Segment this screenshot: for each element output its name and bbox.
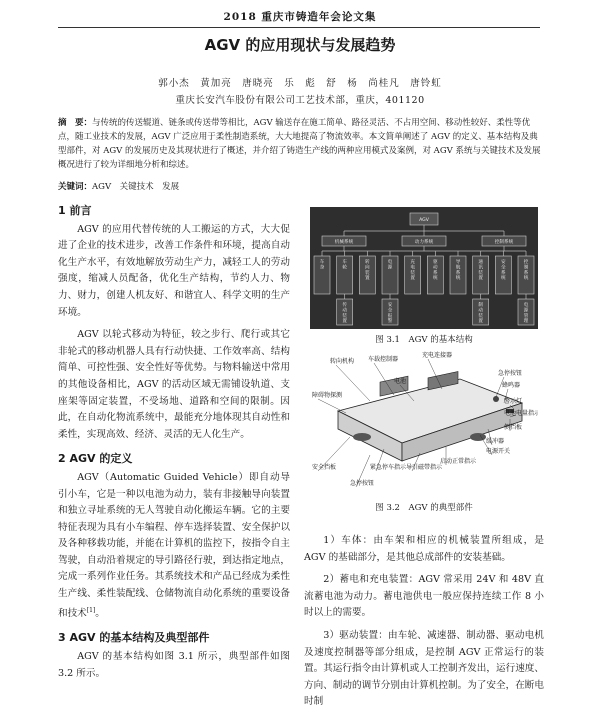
fig1-level3-2: 制动装置 xyxy=(478,303,483,325)
right-para-3: 3）驱动装置：由车轮、减速器、制动器、驱动电机及速度控制器等部分组成，是控制 AGV 正常运行的装置。其运行指令由计算机或人工控制齐发出，运行速度、方向、制动的调节分别由计算机控制。为了安全，在断电时制 xyxy=(304,629,544,708)
fig2-label-2: 充电连接器 xyxy=(422,352,453,359)
fig1-level1-2: 控制系统 xyxy=(494,239,514,245)
keywords-label: 关键词： xyxy=(58,182,93,192)
fig1-level2-8: 安全系统 xyxy=(501,260,506,282)
fig2-label-16: 急停按钮 xyxy=(350,480,375,487)
keywords-text: AGV 关键技术 发展 xyxy=(92,182,180,192)
agv-parts-drawing xyxy=(310,351,538,497)
fig1-level2-9: 控制系统 xyxy=(523,260,529,282)
left-column xyxy=(58,203,290,688)
fig2-label-3: 急停按钮 xyxy=(498,370,523,377)
fig1-root: AGV xyxy=(419,218,429,223)
fig2-label-13: 紧急停车指示 xyxy=(370,464,407,471)
fig2-label-5: 电池 xyxy=(394,378,407,385)
fig2-label-8: 电池电量指示 xyxy=(504,410,538,417)
section-1-para-1: AGV 的应用代替传统的人工搬运的方式，大大促进了企业的技术进步，改善工作条件和环境，提高自动化生产水平，有效地解放劳动生产力，减轻工人的劳动强度，缩减人员配备，优化生产结构，节约人力、物力、财力，创建人机友好、和谐宜人、科学文明的生产环境。 xyxy=(58,223,290,318)
fig1-level2-7: 通讯装置 xyxy=(478,260,483,282)
section-3-heading: 3 AGV 的基本结构及典型部件 xyxy=(58,631,210,645)
authors: 郭小杰 黄加亮 唐晓亮 乐 彪 舒 杨 尚桂凡 唐铃虹 xyxy=(158,78,442,89)
fig2-label-15: 启动正常指示 xyxy=(440,458,477,465)
right-column xyxy=(304,533,544,717)
fig2-label-9: 侧挡板 xyxy=(504,424,523,431)
figure-3-1-caption: 图 3.1 AGV 的基本结构 xyxy=(375,335,473,345)
abstract-label: 摘 要： xyxy=(58,118,93,128)
right-para-1: 1）车体：由车架和相应的机械装置所组成，是 AGV 的基础部分，是其他总成部件的安装基础。 xyxy=(304,535,544,563)
fig1-level2-1: 车轮 xyxy=(342,260,347,271)
abstract xyxy=(58,116,544,172)
running-header: 2018 重庆市铸造年会论文集 xyxy=(223,11,377,23)
figure-3-2-caption: 图 3.2 AGV 的典型部件 xyxy=(375,503,473,513)
fig2-label-0: 转向机构 xyxy=(330,358,355,365)
fig2-label-10: 缓冲器 xyxy=(486,438,505,445)
paper-title: AGV 的应用现状与发展趋势 xyxy=(204,36,396,54)
affiliation: 重庆长安汽车股份有限公司工艺技术部，重庆，401120 xyxy=(175,95,425,106)
section-2-para-1: AGV（Automatic Guided Vehicle）即自动导引小车，它是一种以电池为动力，装有非接触导向装置和独立寻址系统的无人驾驶自动化搬运车辆。它的主要特征表现为具有小车编程、停车选择装置、安全保护以及各种移载功能，并能在计算机的监控下，按指令自主驾驶，自动沿着规定的导引路径行驶，到达指定地点，完成一系列作业任务。其系统技术和产品已经成为柔性生产线、柔性装配线、仓储物流自动化系统的重要设备和技术[1]。 xyxy=(58,471,290,619)
agv-structure-diagram xyxy=(310,207,538,329)
section-2-heading: 2 AGV 的定义 xyxy=(58,452,133,466)
fig1-level3-1: 安全报警 xyxy=(387,303,393,325)
reference-marker[interactable]: [1] xyxy=(86,606,96,614)
section-3-para-1: AGV 的基本结构如图 3.1 所示，典型部件如图 3.2 所示。 xyxy=(58,651,290,679)
header-rule xyxy=(58,27,540,28)
figure-agv-parts xyxy=(310,351,538,497)
section-1-para-2: AGV 以轮式移动为特征，较之步行、爬行或其它非轮式的移动机器人具有行动快捷、工作效率高、结构简单、可控性强、安全性好等优势。与物料输送中常用的其他设备相比，AGV 的活动区域无需铺设轨道、支座架等固定装置，不受场地、道路和空间的限制。因此，在自动化物流系统中，最能充分地体现其自动性和柔性，实现高效、经济、灵活的无人化生产。 xyxy=(58,329,290,440)
fig2-label-6: 蜂鸣器 xyxy=(502,382,521,389)
fig2-label-11: 电源开关 xyxy=(486,448,511,455)
right-para-2: 2）蓄电和充电装置：AGV 常采用 24V 和 48V 直流蓄电池为动力。蓄电池供电一般应保持连续工作 8 小时以上的需要。 xyxy=(304,574,544,619)
keywords xyxy=(58,180,544,192)
fig1-level2-4: 充电装置 xyxy=(410,260,415,282)
fig1-level2-6: 导航系统 xyxy=(455,260,461,282)
fig2-label-14: 导引磁带指示 xyxy=(406,464,443,471)
abstract-text: 与传统的传送辊道、链条或传送带等相比，AGV 输送存在施工简单、路径灵活、不占用空间、移动性较好、柔性等优点，随工业技术的发展，AGV 广泛应用于柔性制造系统，大大地提高了物流效率。本文简单阐述了 AGV 的定义、基本结构及典型部件，对 AGV 的发展历史及其现状进行了概述，并介绍了铸造生产线的两种应用模式及案例，对 AGV 系统与关键技术及发展概况进行了较为详细地分析和综述。 xyxy=(58,118,541,170)
fig1-level3-3: 电源管理 xyxy=(523,303,529,325)
section-1-heading: 1 前言 xyxy=(58,204,92,217)
fig1-level3-0: 传动装置 xyxy=(342,303,347,325)
fig2-label-7: 警示灯 xyxy=(504,398,523,405)
fig1-level2-3: 电源 xyxy=(387,260,393,271)
fig1-level1-1: 动力系统 xyxy=(414,239,434,245)
fig2-label-12: 安全挡板 xyxy=(312,464,337,471)
figure-agv-structure xyxy=(310,207,538,329)
fig1-level1-0: 机械系统 xyxy=(334,239,354,245)
fig2-label-4: 障碍物探测 xyxy=(312,392,343,399)
fig1-level2-5: 驱动系统 xyxy=(433,260,438,282)
fig1-level2-0: 车身 xyxy=(319,260,325,271)
fig2-label-1: 车载控制器 xyxy=(368,356,399,363)
fig1-level2-2: 转向装置 xyxy=(365,260,370,282)
